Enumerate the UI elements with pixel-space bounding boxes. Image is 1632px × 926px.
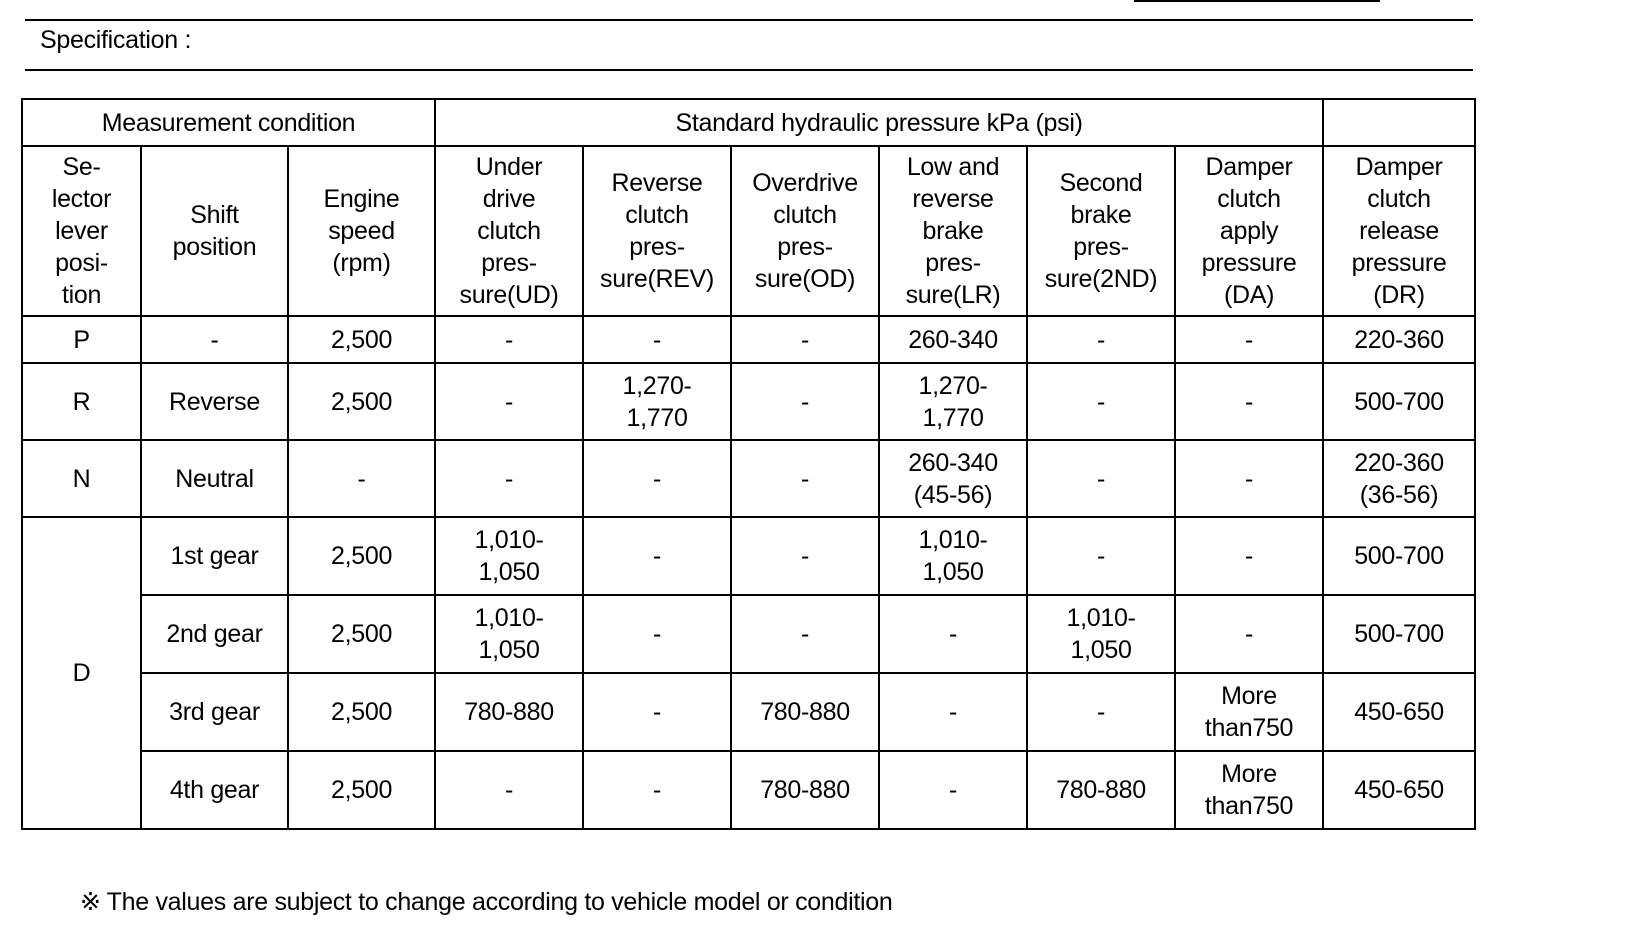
- cell-lr: 1,270- 1,770: [879, 363, 1027, 440]
- cell-shift: 1st gear: [141, 517, 288, 595]
- column-header-row: [22, 146, 1475, 316]
- col-header-lr: Low and reverse brake pres- sure(LR): [879, 146, 1027, 316]
- cell-engine: 2,500: [288, 517, 435, 595]
- blank-header-cell: [1323, 99, 1475, 146]
- cell-shift: Neutral: [141, 440, 288, 517]
- cell-od: -: [731, 316, 879, 363]
- cell-engine: 2,500: [288, 595, 435, 673]
- heading-bottom-rule: [25, 69, 1473, 71]
- cell-rev: -: [583, 316, 731, 363]
- cell-selector: P: [22, 316, 141, 363]
- cell-shift: Reverse: [141, 363, 288, 440]
- cell-2nd: 1,010- 1,050: [1027, 595, 1175, 673]
- cell-rev: -: [583, 595, 731, 673]
- cell-2nd: -: [1027, 673, 1175, 751]
- cell-da: More than750: [1175, 751, 1323, 829]
- cell-dr: 500-700: [1323, 363, 1475, 440]
- cell-engine: 2,500: [288, 673, 435, 751]
- cell-da: More than750: [1175, 673, 1323, 751]
- cell-lr: -: [879, 595, 1027, 673]
- cell-engine: 2,500: [288, 751, 435, 829]
- cell-da: -: [1175, 440, 1323, 517]
- cell-lr: -: [879, 673, 1027, 751]
- cell-dr: 450-650: [1323, 751, 1475, 829]
- col-header-2nd: Second brake pres- sure(2ND): [1027, 146, 1175, 316]
- cell-shift: 3rd gear: [141, 673, 288, 751]
- cell-ud: -: [435, 316, 583, 363]
- cell-dr: 220-360 (36-56): [1323, 440, 1475, 517]
- measurement-condition-header: Measurement condition: [22, 99, 435, 146]
- cell-dr: 500-700: [1323, 517, 1475, 595]
- cell-2nd: -: [1027, 316, 1175, 363]
- cell-dr: 220-360: [1323, 316, 1475, 363]
- reference-mark-icon: ※: [80, 888, 101, 916]
- col-header-selector: Se- lector lever posi- tion: [22, 146, 141, 316]
- cell-ud: -: [435, 363, 583, 440]
- cell-ud: 1,010- 1,050: [435, 517, 583, 595]
- footnote: [80, 887, 892, 917]
- table-row-r: [22, 363, 1475, 440]
- cell-lr: 260-340: [879, 316, 1027, 363]
- cell-ud: 1,010- 1,050: [435, 595, 583, 673]
- col-header-od: Overdrive clutch pres- sure(OD): [731, 146, 879, 316]
- col-header-rev: Reverse clutch pres- sure(REV): [583, 146, 731, 316]
- cell-shift: -: [141, 316, 288, 363]
- cell-da: -: [1175, 595, 1323, 673]
- cell-ud: -: [435, 440, 583, 517]
- cell-ud: -: [435, 751, 583, 829]
- hydraulic-pressure-spec-table: [21, 98, 1476, 830]
- cell-da: -: [1175, 517, 1323, 595]
- group-header-row: [22, 99, 1475, 146]
- table-row-d-4th: [22, 751, 1475, 829]
- cell-dr: 500-700: [1323, 595, 1475, 673]
- cell-rev: -: [583, 440, 731, 517]
- table-row-d-3rd: [22, 673, 1475, 751]
- cell-da: -: [1175, 363, 1323, 440]
- cell-ud: 780-880: [435, 673, 583, 751]
- cell-rev: -: [583, 751, 731, 829]
- cell-shift: 4th gear: [141, 751, 288, 829]
- cell-engine: 2,500: [288, 316, 435, 363]
- cell-da: -: [1175, 316, 1323, 363]
- col-header-engine: Engine speed (rpm): [288, 146, 435, 316]
- cell-od: 780-880: [731, 751, 879, 829]
- top-edge-line: [1134, 0, 1380, 2]
- footnote-text: The values are subject to change according to vehicle model or condition: [106, 888, 893, 916]
- table-row-n: [22, 440, 1475, 517]
- cell-selector-d: D: [22, 517, 141, 829]
- cell-2nd: 780-880: [1027, 751, 1175, 829]
- cell-shift: 2nd gear: [141, 595, 288, 673]
- col-header-ud: Under drive clutch pres- sure(UD): [435, 146, 583, 316]
- cell-od: -: [731, 517, 879, 595]
- cell-2nd: -: [1027, 363, 1175, 440]
- cell-engine: 2,500: [288, 363, 435, 440]
- cell-od: -: [731, 363, 879, 440]
- cell-lr: 1,010- 1,050: [879, 517, 1027, 595]
- cell-rev: -: [583, 673, 731, 751]
- table-row-p: [22, 316, 1475, 363]
- col-header-dr: Damper clutch release pressure (DR): [1323, 146, 1475, 316]
- col-header-da: Damper clutch apply pressure (DA): [1175, 146, 1323, 316]
- cell-od: -: [731, 595, 879, 673]
- standard-pressure-header: Standard hydraulic pressure kPa (psi): [435, 99, 1323, 146]
- heading-top-rule: [25, 19, 1473, 21]
- cell-rev: -: [583, 517, 731, 595]
- cell-lr: -: [879, 751, 1027, 829]
- cell-engine: -: [288, 440, 435, 517]
- table-row-d-2nd: [22, 595, 1475, 673]
- cell-2nd: -: [1027, 440, 1175, 517]
- cell-selector: N: [22, 440, 141, 517]
- table-row-d-1st: [22, 517, 1475, 595]
- page-title: Specification :: [40, 26, 192, 54]
- cell-od: 780-880: [731, 673, 879, 751]
- col-header-shift: Shift position: [141, 146, 288, 316]
- cell-lr: 260-340 (45-56): [879, 440, 1027, 517]
- cell-dr: 450-650: [1323, 673, 1475, 751]
- cell-rev: 1,270- 1,770: [583, 363, 731, 440]
- cell-od: -: [731, 440, 879, 517]
- cell-2nd: -: [1027, 517, 1175, 595]
- cell-selector: R: [22, 363, 141, 440]
